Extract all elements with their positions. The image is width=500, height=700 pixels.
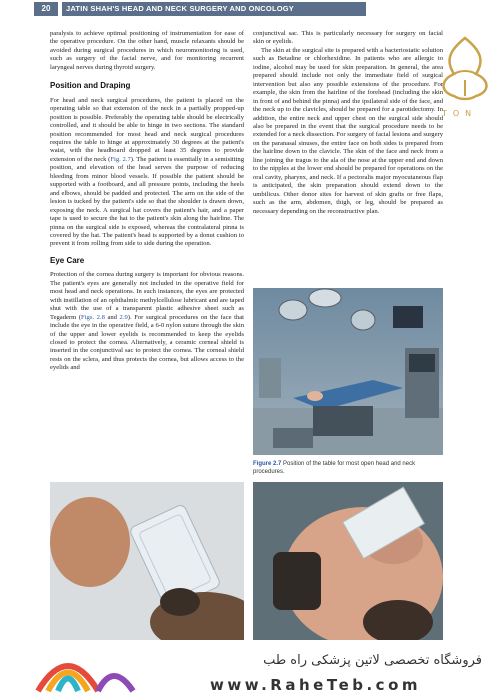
- eye-care-paragraph: Protection of the cornea during surgery is important for obvious reasons. The patient's eyes are generally not included in the operative field for most head and neck operations. In such instances, the eyes are protected with instillation of an ophthalmic methylcellulose lubricant and are taped shut with the use of a transparent plastic adhesive sheet such as Tegaderm (Figs. 2.8 and 2.9). For surgical procedures on the face that include the eye in the operative field, a 6-0 nylon suture through the skin of the upper and lower eyelids is recommended to keep the eyelids closed to protect the cornea. Alternatively, a ceramic corneal shield is inserted in the conjunctival sac to protect the cornea. The corneal shield rests on the sclera, and thus protects the cornea, but allows access to the eyelids and: [50, 271, 245, 372]
- figure-2-7-caption: Figure 2.7 Position of the table for most open head and neck procedures.: [253, 461, 416, 475]
- store-logo-watermark: [430, 30, 500, 120]
- store-url[interactable]: www.RaheTeb.com: [210, 676, 422, 694]
- right-paragraph-1: conjunctival sac. This is particularly necessary for surgery on facial skin or eyelids.: [253, 30, 443, 46]
- rainbow-logo-icon: [28, 646, 148, 696]
- store-name: فروشگاه تخصصی لاتین پزشکی راه طب: [263, 653, 482, 668]
- tegaderm-photo: [50, 482, 244, 640]
- figure-2-8-link[interactable]: Figs. 2.8: [81, 313, 105, 321]
- heading-position-and-draping: Position and Draping: [50, 81, 131, 91]
- intro-paragraph: paralysis to achieve optimal positioning of instrumentation for ease of the operative procedure. On the other hand, muscle relaxants should be avoided during surgical procedures in which neuromonitoring is used, such as surgery of the facial nerve, and for monitoring recurrent laryngeal nerves during thyroid surgery.: [50, 30, 244, 71]
- left-column: [50, 30, 244, 373]
- page-header: [0, 0, 500, 17]
- heading-eye-care: Eye Care: [50, 255, 85, 265]
- right-column: [253, 30, 443, 216]
- eye-taped-photo: [253, 482, 443, 640]
- page-number: 20: [34, 2, 58, 16]
- right-paragraph-2: The skin at the surgical site is prepared with a bacteriostatic solution such as Betadine or chlorhexidine. In patients who are allergic to iodine, alcohol may be used for skin preparation. In general, the area prepared should include not only the immediate field of surgical intervention but also any possible extensions of the procedure. For example, the skin from the hairline of the forehead (including the skin in front of and behind the pinna) and the ipsilateral side of the face, and the neck up to the clavicles, should be prepared for a parotidectomy. In addition, the entire neck and upper chest on the surgical side should also be prepared in the event that the surgical procedure needs to be extended for a neck dissection. For surgery of facial lesions and surgery on the paranasal sinuses, the entire face on both sides is prepared from the hairline down to the clavicle. The skin of the face and neck from a line joining the tragus to the ala of the nose at the upper end and down to the nipples at the lower end should be prepared for operations on the oral cavity, pharynx, and neck. If a pectoralis major myocutaneous flap is anticipated, the skin preparation should extend down to the umbilicus. Other donor sites for harvest of skin grafts or free flaps, such as the arm, abdomen, thigh, or leg, should be prepared as necessary depending on the reconstructive plan.: [253, 46, 443, 215]
- running-head: JATIN SHAH'S HEAD AND NECK SURGERY AND ONCOLOGY: [62, 2, 366, 16]
- figure-2-7-label: Figure 2.7: [253, 461, 282, 467]
- positioning-paragraph: For head and neck surgical procedures, the patient is placed on the operating table so that extension of the neck in a partially propped-up position is possible. Preferably the operating table should be electrically controlled, and it should be able to hinge in two sections. The standard position recommended for most head and neck surgical procedures requires the table to hinge at approximately 30 degrees at the patient's waist, with the headboard dropped at least 35 degrees to provide extension of the neck (Fig. 2.7). The patient is essentially in a semisitting position, and elevation of the head serves the purpose of reducing bleeding from minor blood vessels. If possible the patient should be supported with a footboard, and all pressure points, including the heels and elbows, should be padded and protected. The arm on the side of the lesion is tucked by the patient's side so that the shoulder is drawn down, exposing the neck. A surgical hat covers the patient's hair, and a paper tape is used to secure the hat to the patient's skin along the hairline. The pinna on the surgical side is exposed, whereas the contralateral pinna is covered by the hat. The patient's head is supported by a donut cushion to prevent it from rolling from side to side during the operation.: [50, 96, 244, 248]
- svg-text:TON: TON: [442, 109, 478, 118]
- figure-2-9-link[interactable]: 2.9: [119, 313, 128, 321]
- figure-2-7-photo: [253, 288, 443, 455]
- figure-2-7-link[interactable]: Fig. 2.7: [110, 155, 131, 163]
